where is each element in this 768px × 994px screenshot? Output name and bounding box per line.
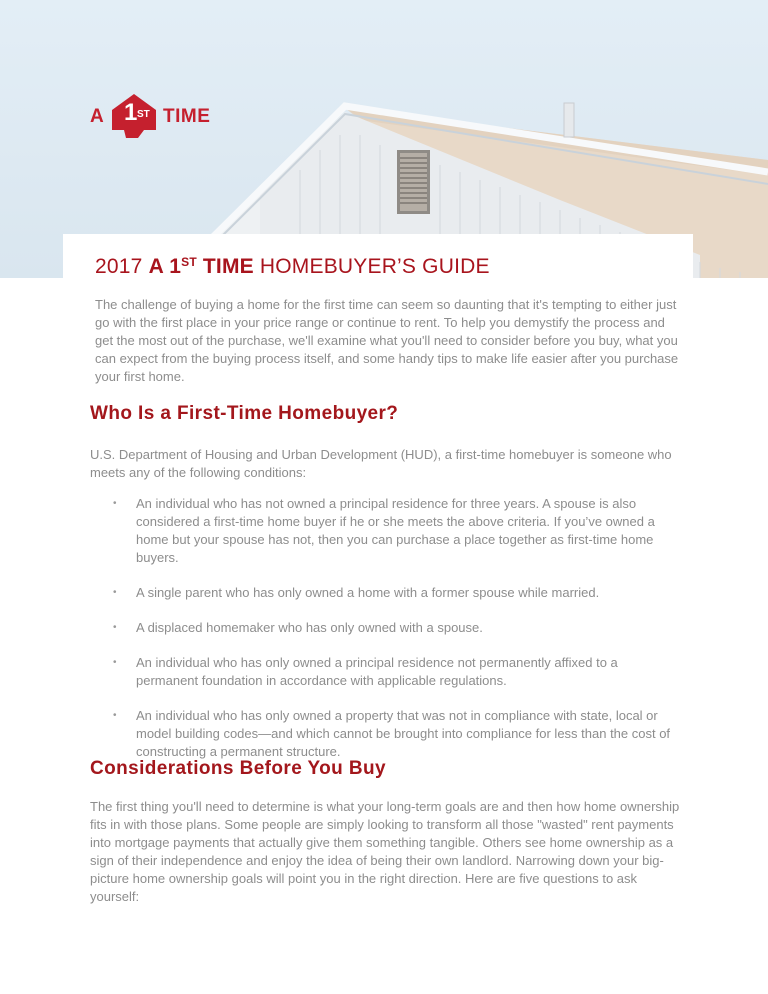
list-item: • A single parent who has only owned a home with a former spouse while married. bbox=[113, 585, 600, 600]
list-item: • An individual who has not owned a principal residence for three years. A spouse is also considered a first-time home buyer if he or she meets the above criteria. If you’ve owned a home but your spouse has not, then you can purchase a place together as first-time home buyers. bbox=[113, 496, 655, 565]
intro-paragraph: The challenge of buying a home for the first time can seem so daunting that it's tempting to either just go with the first place in your price range or continue to rent. To help you demystify the process and get the most out of the purchase, we'll examine what you'll need to consider before you buy, what you can expect from the buying process itself, and some handy tips to make life easier after you purchase your first home. bbox=[95, 297, 679, 384]
list-item: • A displaced homemaker who has only owned with a spouse. bbox=[113, 620, 483, 635]
title-year: 2017 bbox=[95, 255, 143, 278]
svg-text:1: 1 bbox=[124, 99, 138, 126]
bullet-icon: • bbox=[113, 710, 117, 721]
conditions-list bbox=[90, 495, 680, 778]
title-rest: HOMEBUYER’S GUIDE bbox=[259, 255, 490, 278]
company-logo bbox=[90, 92, 215, 142]
list-item: • An individual who has only owned a principal residence not permanently affixed to a permanent foundation in accordance with applicable regulations. bbox=[113, 655, 618, 688]
logo-text-a: A bbox=[90, 106, 105, 127]
section2-paragraph: The first thing you'll need to determine is what your long-term goals are and then how home ownership fits in with those plans. Some people are simply looking to transform all those "wasted" rent payments into mortgage payments that actually give them something tangible. Others see home ownership as a sign of their independence and enjoy the idea of being their own landlord. Narrowing down your big-picture home ownership goals will point you in the right direction. Here are five questions to ask yourself: bbox=[90, 799, 680, 904]
bullet-icon: • bbox=[113, 498, 117, 509]
bullet-icon: • bbox=[113, 587, 117, 598]
section-heading-first-time-homebuyer: Who Is a First-Time Homebuyer? bbox=[90, 403, 399, 424]
page-title bbox=[95, 255, 490, 279]
house-logo-icon bbox=[108, 92, 160, 142]
logo-text-time: TIME bbox=[163, 106, 211, 127]
list-item: • An individual who has only owned a property that was not in compliance with state, local or model building codes—and which cannot be brought into compliance for less than the cost of constructing a permanent structure. bbox=[113, 708, 671, 759]
section-heading-considerations: Considerations Before You Buy bbox=[90, 758, 386, 779]
bullet-icon: • bbox=[113, 657, 117, 668]
svg-text:ST: ST bbox=[137, 109, 150, 120]
title-brand: A 1ST TIME bbox=[148, 255, 254, 278]
bullet-icon: • bbox=[113, 622, 117, 633]
section1-paragraph: U.S. Department of Housing and Urban Development (HUD), a first-time homebuyer is someone who meets any of the following conditions: bbox=[90, 447, 672, 480]
